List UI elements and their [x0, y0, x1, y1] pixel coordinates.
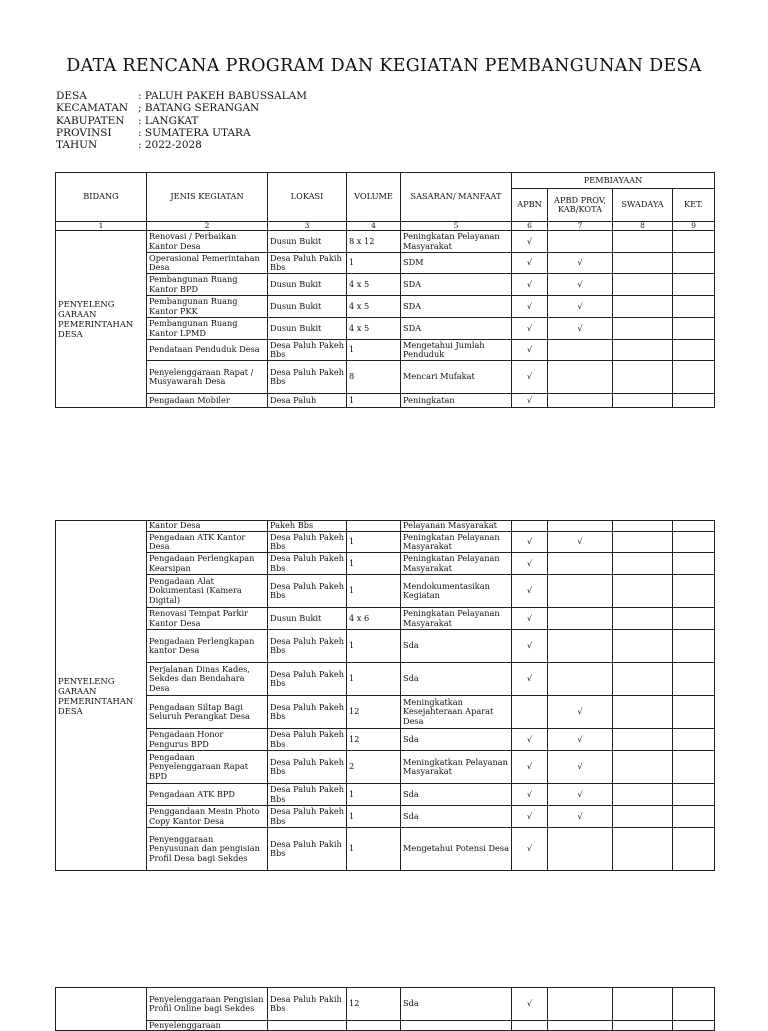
- cell-jenis: Pengadaan ATK Kantor Desa: [147, 532, 268, 553]
- cell-jenis: Penyelenggaraan Rapat / Musyawarah Desa: [147, 361, 268, 394]
- header-pembiayaan: PEMBIAYAAN: [512, 173, 715, 189]
- cell-lokasi: Desa Paluh Pakeh Bbs: [268, 361, 347, 394]
- cell-ket: [673, 988, 715, 1021]
- cell-lokasi: Desa Paluh Pakeh Bbs: [268, 806, 347, 828]
- cell-apbn: √: [512, 532, 548, 553]
- info-key: DESA: [56, 90, 87, 102]
- cell-lokasi: Desa Paluh Pakeh Bbs: [268, 784, 347, 806]
- cell-swadaya: [613, 608, 673, 630]
- cell-lokasi: Pakeh Bbs: [268, 521, 347, 532]
- cell-apbn: √: [512, 828, 548, 871]
- cell-lokasi: Desa Paluh Pakeh Bbs: [268, 696, 347, 729]
- col-number: 6: [512, 222, 548, 231]
- table-row: [56, 828, 715, 871]
- cell-volume: 4 x 5: [347, 274, 401, 296]
- header-swadaya: SWADAYA: [613, 189, 673, 222]
- cell-apbn: √: [512, 274, 548, 296]
- info-key: TAHUN: [56, 139, 98, 152]
- cell-volume: 4 x 5: [347, 318, 401, 340]
- cell-sasaran: Pelayanan Masyarakat: [401, 521, 512, 532]
- cell-apbd: √: [548, 274, 613, 296]
- cell-apbd: [548, 361, 613, 394]
- cell-volume: 8 x 12: [347, 231, 401, 253]
- cell-volume: 8: [347, 361, 401, 394]
- cell-ket: [673, 231, 715, 253]
- cell-lokasi: Desa Paluh Pakeh Bbs: [268, 553, 347, 575]
- cell-apbn: √: [512, 784, 548, 806]
- cell-apbd: [548, 340, 613, 361]
- col-number: 5: [401, 222, 512, 231]
- cell-swadaya: [613, 988, 673, 1021]
- cell-apbn: √: [512, 553, 548, 575]
- cell-sasaran: Peningkatan Pelayanan Masyarakat: [401, 553, 512, 575]
- header-bidang: BIDANG: [56, 173, 147, 222]
- cell-apbn: √: [512, 361, 548, 394]
- table-row: [56, 231, 715, 253]
- table-row: [56, 729, 715, 751]
- cell-jenis: Pengadaan Perlengkapan kantor Desa: [147, 630, 268, 663]
- cell-apbn: √: [512, 394, 548, 408]
- cell-sasaran: Mendokumentasikan Kegiatan: [401, 575, 512, 608]
- cell-jenis: Pembangunan Ruang Kantor PKK: [147, 296, 268, 318]
- cell-jenis: Penyenggaraan Penyusunan dan pengisian Profil Desa bagi Sekdes: [147, 828, 268, 871]
- table-row: [56, 296, 715, 318]
- table-row: [56, 361, 715, 394]
- cell-apbn: √: [512, 751, 548, 784]
- cell-swadaya: [613, 231, 673, 253]
- header-apbn: APBN: [512, 189, 548, 222]
- cell-apbd: √: [548, 806, 613, 828]
- table-row: [56, 784, 715, 806]
- cell-jenis: Renovasi Tempat Parkir Kantor Desa: [147, 608, 268, 630]
- village-info: [56, 90, 307, 151]
- cell-ket: [673, 296, 715, 318]
- cell-bidang: [56, 988, 147, 1031]
- cell-sasaran: Sda: [401, 784, 512, 806]
- table-row: [56, 696, 715, 729]
- cell-swadaya: [613, 318, 673, 340]
- cell-swadaya: [613, 784, 673, 806]
- cell-jenis: Pengadaan Penyelenggaraan Rapat BPD: [147, 751, 268, 784]
- cell-apbd: √: [548, 318, 613, 340]
- col-number: 2: [147, 222, 268, 231]
- col-number: 9: [673, 222, 715, 231]
- cell-apbn: √: [512, 253, 548, 274]
- cell-lokasi: Desa Paluh Pakih Bbs: [268, 988, 347, 1021]
- cell-swadaya: [613, 274, 673, 296]
- table-row: [56, 575, 715, 608]
- table-row: [56, 521, 715, 532]
- cell-apbd: √: [548, 729, 613, 751]
- header-lokasi: LOKASI: [268, 173, 347, 222]
- cell-apbn: √: [512, 988, 548, 1021]
- cell-volume: 12: [347, 696, 401, 729]
- cell-ket: [673, 532, 715, 553]
- cell-jenis: Pengadaan Alat Dokumentasi (Kamera Digital): [147, 575, 268, 608]
- cell-ket: [673, 361, 715, 394]
- table-row: [56, 274, 715, 296]
- cell-volume: [347, 1021, 401, 1031]
- program-table-2: [55, 520, 715, 871]
- table-row: [56, 532, 715, 553]
- column-number-row: [56, 222, 715, 231]
- cell-jenis: Pengadaan Siltap Bagi Seluruh Perangkat Desa: [147, 696, 268, 729]
- cell-apbd: √: [548, 784, 613, 806]
- header-ket: KET.: [673, 189, 715, 222]
- cell-volume: 1: [347, 532, 401, 553]
- cell-swadaya: [613, 630, 673, 663]
- info-kecamatan: [56, 102, 307, 114]
- cell-lokasi: [268, 1021, 347, 1031]
- cell-apbd: [548, 608, 613, 630]
- table-row: [56, 253, 715, 274]
- cell-sasaran: Sda: [401, 630, 512, 663]
- cell-ket: [673, 806, 715, 828]
- cell-apbd: [548, 231, 613, 253]
- cell-volume: [347, 521, 401, 532]
- cell-apbn: √: [512, 296, 548, 318]
- document-title: DATA RENCANA PROGRAM DAN KEGIATAN PEMBANGUNAN DESA: [66, 56, 702, 76]
- cell-swadaya: [613, 1021, 673, 1031]
- cell-sasaran: Sda: [401, 663, 512, 696]
- col-number: 1: [56, 222, 147, 231]
- col-number: 7: [548, 222, 613, 231]
- cell-volume: 2: [347, 751, 401, 784]
- cell-ket: [673, 828, 715, 871]
- cell-jenis: Penyelenggaraan Pengisian Profil Online bagi Sekdes: [147, 988, 268, 1021]
- cell-volume: 1: [347, 553, 401, 575]
- cell-lokasi: Dusun Bukit: [268, 274, 347, 296]
- cell-apbd: [548, 1021, 613, 1031]
- header-sasaran: SASARAN/ MANFAAT: [401, 173, 512, 222]
- cell-apbd: √: [548, 296, 613, 318]
- header-volume: VOLUME: [347, 173, 401, 222]
- cell-ket: [673, 394, 715, 408]
- col-number: 4: [347, 222, 401, 231]
- cell-sasaran: SDA: [401, 318, 512, 340]
- cell-sasaran: Meningkatkan Pelayanan Masyarakat: [401, 751, 512, 784]
- cell-apbd: [548, 521, 613, 532]
- cell-jenis: Pembangunan Ruang Kantor BPD: [147, 274, 268, 296]
- cell-ket: [673, 575, 715, 608]
- info-value: : 2022-2028: [138, 139, 202, 152]
- cell-lokasi: Desa Paluh Pakeh Bbs: [268, 729, 347, 751]
- cell-apbn: [512, 521, 548, 532]
- cell-apbd: [548, 828, 613, 871]
- cell-swadaya: [613, 361, 673, 394]
- info-value: : SUMATERA UTARA: [138, 126, 251, 139]
- cell-apbn: √: [512, 340, 548, 361]
- cell-volume: 4 x 6: [347, 608, 401, 630]
- cell-apbd: [548, 575, 613, 608]
- cell-sasaran: SDA: [401, 296, 512, 318]
- program-table-1: [55, 172, 715, 408]
- program-table-3: [55, 987, 715, 1031]
- cell-jenis: Pengadaan Honor Pengurus BPD: [147, 729, 268, 751]
- cell-jenis: Perjalanan Dinas Kades, Sekdes dan Bendahara Desa: [147, 663, 268, 696]
- cell-jenis: Pengadaan Perlengkapan Kearsipan: [147, 553, 268, 575]
- cell-swadaya: [613, 828, 673, 871]
- cell-apbn: [512, 1021, 548, 1031]
- cell-volume: 4 x 5: [347, 296, 401, 318]
- info-value: : LANGKAT: [138, 114, 199, 127]
- cell-volume: 12: [347, 729, 401, 751]
- cell-apbd: √: [548, 751, 613, 784]
- cell-apbn: √: [512, 663, 548, 696]
- cell-apbn: [512, 696, 548, 729]
- cell-sasaran: Mencari Mufakat: [401, 361, 512, 394]
- info-desa: [56, 90, 307, 102]
- cell-swadaya: [613, 663, 673, 696]
- cell-ket: [673, 521, 715, 532]
- cell-swadaya: [613, 532, 673, 553]
- info-value: : PALUH PAKEH BABUSSALAM: [138, 90, 307, 102]
- cell-lokasi: Dusun Bukit: [268, 608, 347, 630]
- cell-swadaya: [613, 806, 673, 828]
- cell-apbn: √: [512, 630, 548, 663]
- cell-ket: [673, 318, 715, 340]
- cell-apbd: [548, 663, 613, 696]
- cell-bidang: PENYELENG GARAAN PEMERINTAHAN DESA: [56, 231, 147, 408]
- cell-volume: 1: [347, 828, 401, 871]
- cell-jenis: Pendataan Penduduk Desa: [147, 340, 268, 361]
- info-key: PROVINSI: [56, 126, 112, 139]
- cell-swadaya: [613, 296, 673, 318]
- cell-lokasi: Desa Paluh Pakeh Bbs: [268, 575, 347, 608]
- table-row: [56, 663, 715, 696]
- cell-swadaya: [613, 751, 673, 784]
- cell-bidang: PENYELENG GARAAN PEMERINTAHAN DESA: [56, 521, 147, 871]
- cell-ket: [673, 663, 715, 696]
- cell-volume: 12: [347, 988, 401, 1021]
- cell-lokasi: Desa Paluh Pakih Bbs: [268, 253, 347, 274]
- table-row: [56, 630, 715, 663]
- info-key: KECAMATAN: [56, 102, 129, 115]
- cell-lokasi: Dusun Bukit: [268, 296, 347, 318]
- cell-jenis: Pembangunan Ruang Kantor LPMD: [147, 318, 268, 340]
- header-apbd: APBD PROV, KAB/KOTA: [548, 189, 613, 222]
- cell-volume: 1: [347, 630, 401, 663]
- cell-swadaya: [613, 575, 673, 608]
- header-jenis: JENIS KEGIATAN: [147, 173, 268, 222]
- cell-swadaya: [613, 253, 673, 274]
- table-row: [56, 1021, 715, 1031]
- table-row: [56, 394, 715, 408]
- cell-lokasi: Dusun Bukit: [268, 318, 347, 340]
- cell-jenis: Operasional Pemerintahan Desa: [147, 253, 268, 274]
- cell-volume: 1: [347, 663, 401, 696]
- cell-apbd: √: [548, 532, 613, 553]
- cell-ket: [673, 608, 715, 630]
- cell-apbn: √: [512, 806, 548, 828]
- table-row: [56, 608, 715, 630]
- cell-swadaya: [613, 340, 673, 361]
- cell-lokasi: Dusun Bukit: [268, 231, 347, 253]
- cell-ket: [673, 274, 715, 296]
- cell-apbd: √: [548, 253, 613, 274]
- table-row: [56, 318, 715, 340]
- col-number: 3: [268, 222, 347, 231]
- table-row: [56, 806, 715, 828]
- cell-jenis: Penggandaan Mesin Photo Copy Kantor Desa: [147, 806, 268, 828]
- table-row: [56, 553, 715, 575]
- table-row: [56, 340, 715, 361]
- cell-jenis: Pengadaan ATK BPD: [147, 784, 268, 806]
- cell-sasaran: SDM: [401, 253, 512, 274]
- cell-lokasi: Desa Paluh Pakeh Bbs: [268, 663, 347, 696]
- cell-sasaran: SDA: [401, 274, 512, 296]
- cell-sasaran: Sda: [401, 988, 512, 1021]
- cell-ket: [673, 253, 715, 274]
- cell-swadaya: [613, 729, 673, 751]
- cell-swadaya: [613, 394, 673, 408]
- info-key: KABUPATEN: [56, 114, 125, 127]
- cell-volume: 1: [347, 784, 401, 806]
- cell-lokasi: Desa Paluh Pakeh Bbs: [268, 340, 347, 361]
- cell-swadaya: [613, 696, 673, 729]
- cell-jenis: Penyelenggaraan: [147, 1021, 268, 1031]
- cell-lokasi: Desa Paluh: [268, 394, 347, 408]
- cell-jenis: Renovasi / Perbaikan Kantor Desa: [147, 231, 268, 253]
- cell-apbn: √: [512, 729, 548, 751]
- cell-swadaya: [613, 521, 673, 532]
- cell-jenis: Pengadaan Mobiler: [147, 394, 268, 408]
- cell-volume: 1: [347, 806, 401, 828]
- cell-ket: [673, 751, 715, 784]
- cell-apbd: [548, 553, 613, 575]
- info-kabupaten: [56, 115, 307, 127]
- cell-apbn: √: [512, 608, 548, 630]
- cell-ket: [673, 1021, 715, 1031]
- cell-jenis: Kantor Desa: [147, 521, 268, 532]
- cell-ket: [673, 630, 715, 663]
- cell-lokasi: Desa Paluh Pakeh Bbs: [268, 751, 347, 784]
- cell-apbd: [548, 988, 613, 1021]
- cell-sasaran: Peningkatan Pelayanan Masyarakat: [401, 231, 512, 253]
- cell-sasaran: Mengetahui Jumlah Penduduk: [401, 340, 512, 361]
- table-row: [56, 751, 715, 784]
- cell-ket: [673, 553, 715, 575]
- table-row: [56, 988, 715, 1021]
- cell-lokasi: Desa Paluh Pakeh Bbs: [268, 532, 347, 553]
- cell-sasaran: Peningkatan Pelayanan Masyarakat: [401, 608, 512, 630]
- info-provinsi: [56, 127, 307, 139]
- cell-sasaran: Mengetahui Potensi Desa: [401, 828, 512, 871]
- cell-apbn: √: [512, 318, 548, 340]
- cell-sasaran: Sda: [401, 806, 512, 828]
- cell-ket: [673, 784, 715, 806]
- cell-sasaran: Meningkatkan Kesejahteraan Aparat Desa: [401, 696, 512, 729]
- cell-apbn: √: [512, 575, 548, 608]
- cell-apbd: [548, 630, 613, 663]
- cell-sasaran: [401, 1021, 512, 1031]
- cell-ket: [673, 729, 715, 751]
- cell-apbd: [548, 394, 613, 408]
- cell-volume: 1: [347, 575, 401, 608]
- cell-sasaran: Peningkatan Pelayanan Masyarakat: [401, 532, 512, 553]
- info-value: ; BATANG SERANGAN: [138, 102, 260, 115]
- info-tahun: [56, 139, 307, 151]
- cell-apbd: √: [548, 696, 613, 729]
- cell-swadaya: [613, 553, 673, 575]
- cell-lokasi: Desa Paluh Pakeh Bbs: [268, 630, 347, 663]
- cell-sasaran: Sda: [401, 729, 512, 751]
- cell-apbn: √: [512, 231, 548, 253]
- cell-lokasi: Desa Paluh Pakih Bbs: [268, 828, 347, 871]
- col-number: 8: [613, 222, 673, 231]
- cell-sasaran: Peningkatan: [401, 394, 512, 408]
- cell-volume: 1: [347, 394, 401, 408]
- cell-volume: 1: [347, 253, 401, 274]
- cell-ket: [673, 340, 715, 361]
- cell-volume: 1: [347, 340, 401, 361]
- cell-ket: [673, 696, 715, 729]
